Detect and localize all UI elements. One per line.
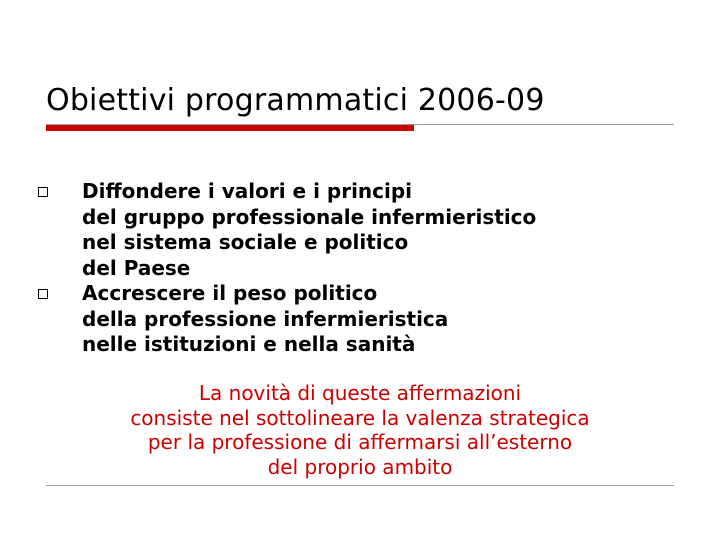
bullet-square-icon: [38, 187, 48, 197]
highlight-note: [0, 381, 720, 479]
bullet-item: [82, 179, 536, 281]
bullet-square-icon: [38, 289, 48, 299]
bullet-line: del Paese: [82, 255, 191, 280]
bullet-line: del gruppo professionale infermieristico: [82, 204, 537, 229]
title-underline-accent: [46, 125, 414, 131]
bullet-item: [82, 281, 448, 358]
bullet-line: Accrescere il peso politico: [82, 281, 378, 305]
bullet-line: nel sistema sociale e politico: [82, 230, 409, 254]
note-line: per la professione di affermarsi all’esterno: [147, 430, 573, 454]
bullet-line: Diffondere i valori e i principi: [82, 179, 413, 203]
note-line: consiste nel sottolineare la valenza strategica: [130, 405, 590, 430]
bullet-line: della professione infermieristica: [82, 306, 449, 331]
note-line: La novità di queste affermazioni: [198, 381, 522, 405]
bottom-divider: [46, 485, 674, 486]
note-line: del proprio ambito: [267, 454, 453, 479]
bullet-line: nelle istituzioni e nella sanità: [82, 332, 416, 356]
slide-title: Obiettivi programmatici 2006-09: [46, 83, 545, 118]
